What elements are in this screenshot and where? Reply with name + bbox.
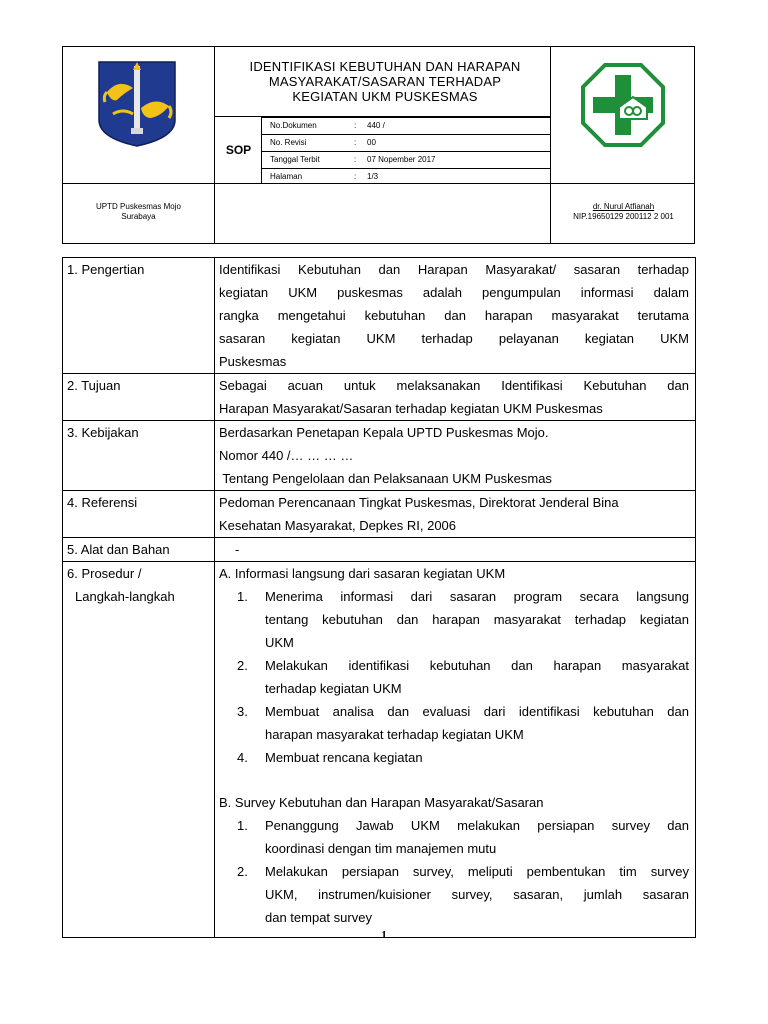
signer-name: dr. Nurul Atfianah [592,202,655,211]
text-line: Melakukan identifikasi kebutuhan dan harapan masyarakat [265,658,689,673]
text-line: koordinasi dengan tim manajemen mutu [265,841,497,856]
organization-name [63,202,214,222]
text-line: Harapan Masyarakat/Sasaran terhadap kegiatan UKM Puskesmas [219,401,603,416]
title-line: KEGIATAN UKM PUSKESMAS [292,89,478,104]
org-line: UPTD Puskesmas Mojo [96,202,181,211]
list-item [219,746,689,769]
list-number: 3. [237,704,248,719]
table-row [63,421,696,491]
text-line: Penanggung Jawab UKM melakukan persiapan survey dan [265,818,689,833]
header-divider [214,116,550,117]
meta-label: Halaman [270,172,303,181]
list-item [219,860,689,929]
section-label: 2. Tujuan [63,374,215,421]
signer-block [551,202,696,222]
section-content [215,374,696,421]
meta-row-dokumen [262,117,550,135]
table-row [63,258,696,374]
document-meta [262,117,550,185]
list-item [219,654,689,700]
text-line: sasaran kegiatan UKM terhadap pelayanan kegiatan UKM [219,331,689,346]
section-content [215,538,696,562]
sop-content-table [62,257,696,938]
list-item [219,814,689,860]
meta-colon: : [354,172,357,181]
label-line: Langkah-langkah [75,589,175,604]
meta-row-revisi [262,135,550,152]
text-line: Pedoman Perencanaan Tingkat Puskesmas, Direktorat Jenderal Bina [219,495,619,510]
procedure-heading-a: A. Informasi langsung dari sasaran kegiatan UKM [219,566,506,581]
table-row [63,538,696,562]
puskesmas-logo [581,63,665,147]
text-line: Berdasarkan Penetapan Kepala UPTD Puskesmas Mojo. [219,425,549,440]
text-line: harapan masyarakat terhadap kegiatan UKM [265,727,524,742]
text-line: rangka mengetahui kebutuhan dan harapan masyarakat terutama [219,308,689,323]
meta-value: 07 Nopember 2017 [367,155,436,164]
meta-value: 440 / [367,121,385,130]
section-content [215,562,696,938]
spacer [219,769,689,791]
meta-colon: : [354,121,357,130]
text-line: tentang kebutuhan dan harapan masyarakat terhadap kegiatan [265,612,689,627]
meta-value: 00 [367,138,376,147]
table-row [63,491,696,538]
sop-label: SOP [225,143,252,157]
section-label: 5. Alat dan Bahan [63,538,215,562]
procedure-list-b [219,814,689,929]
text-line: UKM [265,635,294,650]
section-label: 1. Pengertian [63,258,215,374]
list-item [219,700,689,746]
table-row [63,562,696,938]
text-line: Membuat analisa dan evaluasi dari identifikasi kebutuhan dan [265,704,689,719]
title-line: IDENTIFIKASI KEBUTUHAN DAN HARAPAN [249,59,521,74]
meta-label: Tanggal Terbit [270,155,320,164]
surabaya-emblem-logo [93,58,181,148]
text-line: Puskesmas [219,354,287,369]
section-content [215,258,696,374]
text-line: dan tempat survey [265,910,372,925]
org-line: Surabaya [121,212,156,221]
label-line: 6. Prosedur / [67,566,142,581]
text-line: Melakukan persiapan survey, meliputi pembentukan tim survey [265,864,689,879]
list-number: 1. [237,589,248,604]
text-line: Kesehatan Masyarakat, Depkes RI, 2006 [219,518,457,533]
text-line: Identifikasi Kebutuhan dan Harapan Masyarakat/ sasaran terhadap [219,262,689,277]
header-divider [261,117,262,183]
procedure-list-a [219,585,689,769]
procedure-heading-b: B. Survey Kebutuhan dan Harapan Masyarakat/Sasaran [219,795,544,810]
section-label: 3. Kebijakan [63,421,215,491]
title-line: MASYARAKAT/SASARAN TERHADAP [268,74,502,89]
text-line: Menerima informasi dari sasaran program secara langsung [265,589,689,604]
meta-colon: : [354,138,357,147]
list-number: 2. [237,658,248,673]
text-line: kegiatan UKM puskesmas adalah pengumpulan informasi dalam [219,285,689,300]
text-line: Tentang Pengelolaan dan Pelaksanaan UKM Puskesmas [219,471,552,486]
meta-label: No.Dokumen [270,121,317,130]
table-row [63,374,696,421]
text-line: - [235,542,240,557]
section-label [63,562,215,938]
meta-colon: : [354,155,357,164]
text-line: Sebagai acuan untuk melaksanakan Identifikasi Kebutuhan dan [219,378,689,393]
meta-value: 1/3 [367,172,379,181]
document-title [215,59,555,104]
section-label: 4. Referensi [63,491,215,538]
sop-header [62,46,695,244]
text-line: UKM, instrumen/kuisioner survey, sasaran, jumlah sasaran [265,887,689,902]
text-line: Nomor 440 /… … … … [219,448,354,463]
list-number: 2. [237,864,248,879]
section-content [215,491,696,538]
list-item [219,585,689,654]
list-number: 1. [237,818,248,833]
text-line: terhadap kegiatan UKM [265,681,402,696]
meta-row-tanggal [262,152,550,169]
list-number: 4. [237,750,248,765]
signer-nip: NIP.19650129 200112 2 001 [573,212,674,221]
meta-label: No. Revisi [270,138,307,147]
section-content [215,421,696,491]
text-line: Membuat rencana kegiatan [265,750,423,765]
meta-row-halaman [262,169,550,185]
page-number: 1 [381,929,387,941]
